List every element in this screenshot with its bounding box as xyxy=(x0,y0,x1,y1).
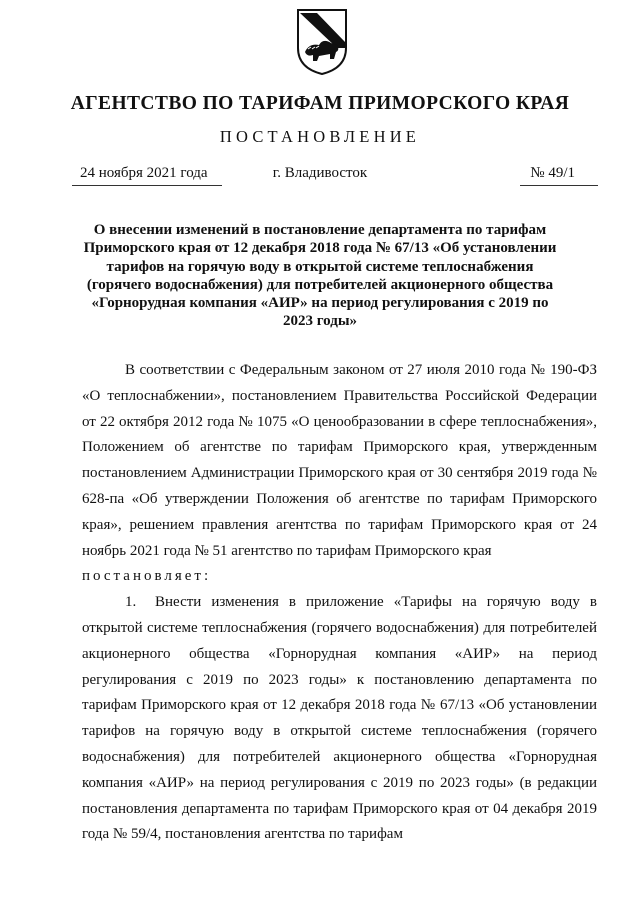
document-type: ПОСТАНОВЛЕНИЕ xyxy=(219,127,421,146)
document-place: г. Владивосток xyxy=(272,165,368,181)
document-number: № 49/1 xyxy=(530,165,575,181)
date-underline xyxy=(72,185,222,186)
clause-1-number: 1. xyxy=(125,594,137,611)
coat-of-arms-emblem xyxy=(295,8,349,76)
clause-1-text: Внести изменения в приложение «Тарифы на горячую воду в открытой системе теплоснабжения (горячего водоснабжения) для потребителей акционерного общества «Горнорудная компания «АИР» на период регулирования с 2019 по 2023 годы» к постановлению департамента по тарифам Приморского края от 12 декабря 2018 года № 67/13 «Об установлении тарифов на горячую воду в открытой системе теплоснабжения (горячего водоснабжения) для потребителей акционерного общества «Горнорудная компания «АИР» на период регулирования с 2019 по 2023 годы» (в редакции постановления департамента по тарифам Приморского края от 04 декабря 2019 года № 59/4, постановления агентства по тарифам xyxy=(82,594,597,843)
document-heading: О внесении изменений в постановление департамента по тарифам Приморского края от 12 декабря 2018 года № 67/13 «Об установлении тарифов на горячую воду в открытой системе теплоснабжения (горячего водоснабжения) для потребителей акционерного общества «Горнорудная компания «АИР» на период регулирования с 2019 по 2023 годы» xyxy=(83,222,557,330)
agency-title: АГЕНТСТВО ПО ТАРИФАМ ПРИМОРСКОГО КРАЯ xyxy=(70,93,570,114)
document-body xyxy=(82,358,597,848)
number-underline xyxy=(520,185,598,186)
preamble-paragraph: В соответствии с Федеральным законом от 27 июля 2010 года № 190-ФЗ «О теплоснабжении», постановлением Правительства Российской Федерации от 22 октября 2012 года № 1075 «О ценообразовании в сфере теплоснабжения», Положением об агентстве по тарифам Приморского края, утвержденным постановлением Администрации Приморского края от 30 сентября 2019 года № 628-па «Об утверждении Положения об агентстве по тарифам Приморского края», решением правления агентства по тарифам Приморского края от 24 ноябрь 2021 года № 51 агентство по тарифам Приморского края xyxy=(82,362,597,559)
decree-word: постановляет: xyxy=(82,568,212,585)
document-date: 24 ноября 2021 года xyxy=(80,165,208,181)
clause-1 xyxy=(82,590,597,848)
